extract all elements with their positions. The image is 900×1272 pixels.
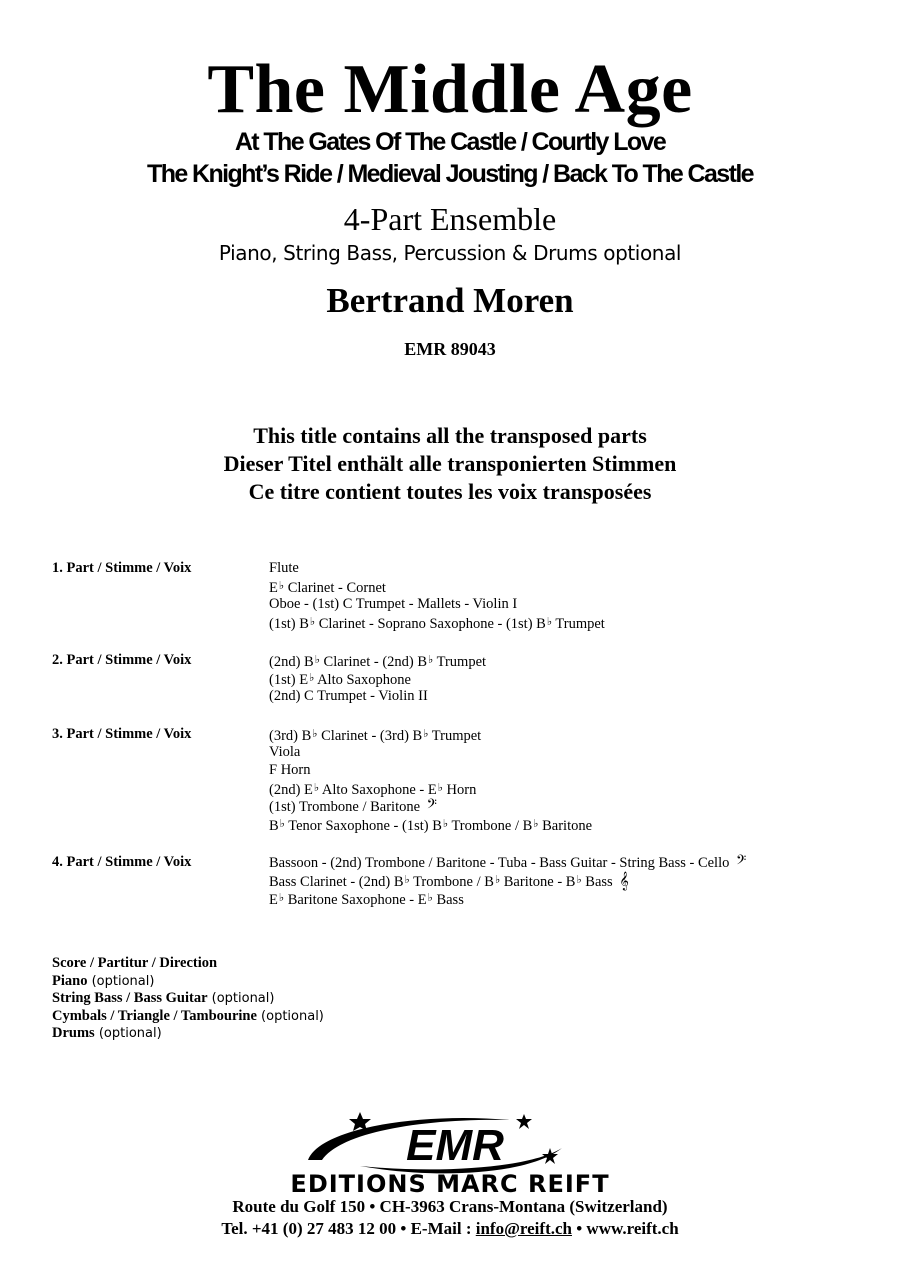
instrument-line: Bassoon - (2nd) Trombone / Baritone - Tuba - Bass Guitar - String Bass - Cello 𝄢 bbox=[269, 852, 747, 871]
flat-sign: ♭ bbox=[428, 654, 434, 666]
parts-list bbox=[52, 559, 872, 927]
notice bbox=[0, 422, 900, 506]
flat-sign: ♭ bbox=[576, 874, 582, 886]
bass-clef-icon: 𝄢 bbox=[426, 796, 437, 815]
flat-sign: ♭ bbox=[309, 616, 316, 628]
publisher-address: Route du Golf 150 • CH-3963 Crans-Montana (Switzerland) bbox=[232, 1197, 668, 1216]
part-instruments bbox=[269, 559, 605, 631]
extra-item-name: Piano bbox=[52, 972, 88, 989]
flat-sign: ♭ bbox=[313, 782, 320, 794]
flat-sign: ♭ bbox=[279, 818, 285, 830]
notice-french: Ce titre contient toutes les voix transposées bbox=[248, 479, 652, 504]
instrument-line: F Horn bbox=[269, 762, 311, 778]
flat-sign: ♭ bbox=[533, 818, 539, 830]
part-label: 1. Part / Stimme / Voix bbox=[52, 560, 192, 576]
part-instruments bbox=[269, 651, 486, 705]
instrument-line: Viola bbox=[269, 744, 301, 760]
extra-item bbox=[52, 990, 324, 1008]
extra-item-note: (optional) bbox=[256, 1008, 324, 1024]
instrument-line: (2nd) B♭ Clarinet - (2nd) B♭ Trumpet bbox=[269, 654, 487, 670]
part-instruments bbox=[269, 725, 592, 833]
part-row bbox=[52, 853, 872, 907]
flat-sign: ♭ bbox=[494, 874, 501, 886]
movements-line-1: At The Gates Of The Castle / Courtly Love bbox=[234, 128, 666, 156]
part-instruments bbox=[269, 853, 746, 907]
extra-item-name: Drums bbox=[52, 1025, 95, 1041]
contact-website[interactable]: • www.reift.ch bbox=[571, 1219, 679, 1238]
logo-text: EMR bbox=[406, 1121, 504, 1170]
title: The Middle Age bbox=[207, 51, 693, 128]
contact-phone: Tel. +41 (0) 27 483 12 00 • E-Mail : bbox=[221, 1219, 476, 1238]
instrument-line: B♭ Tenor Saxophone - (1st) B♭ Trombone / B♭ Baritone bbox=[269, 818, 593, 834]
flat-sign: ♭ bbox=[546, 616, 553, 628]
flat-sign: ♭ bbox=[404, 874, 410, 886]
instrument-line: E♭ Baritone Saxophone - E♭ Bass bbox=[269, 892, 464, 908]
flat-sign: ♭ bbox=[442, 818, 449, 830]
flat-sign: ♭ bbox=[278, 580, 285, 592]
flat-sign: ♭ bbox=[427, 892, 433, 904]
instrument-line: (3rd) B♭ Clarinet - (3rd) B♭ Trumpet bbox=[269, 728, 482, 744]
publisher-name: EDITIONS MARC REIFT bbox=[290, 1170, 610, 1198]
extra-item-note: (optional) bbox=[207, 991, 275, 1006]
instrument-line: (1st) E♭ Alto Saxophone bbox=[269, 672, 411, 688]
instrument-line: Flute bbox=[269, 560, 299, 576]
flat-sign: ♭ bbox=[278, 892, 285, 904]
part-row bbox=[52, 725, 872, 833]
notice-german: Dieser Titel enthält alle transponierten Stimmen bbox=[223, 451, 677, 476]
instrument-line: (2nd) C Trumpet - Violin II bbox=[269, 688, 428, 704]
flat-sign: ♭ bbox=[309, 672, 315, 684]
extra-item bbox=[52, 973, 324, 991]
movements-line-2: The Knight’s Ride / Medieval Jousting / Back To The Castle bbox=[147, 160, 753, 188]
bass-clef-icon: 𝄢 bbox=[736, 852, 747, 871]
flat-sign: ♭ bbox=[314, 654, 320, 666]
instrument-line: E♭ Clarinet - Cornet bbox=[269, 580, 386, 596]
flat-sign: ♭ bbox=[423, 728, 429, 740]
treble-clef-icon: 𝄞 bbox=[619, 871, 629, 890]
part-row bbox=[52, 651, 872, 705]
instrument-line: Oboe - (1st) C Trumpet - Mallets - Violin I bbox=[269, 596, 518, 612]
extra-item bbox=[52, 1008, 324, 1026]
extra-item-name: Score / Partitur / Direction bbox=[52, 955, 218, 971]
extra-item-note: (optional) bbox=[87, 973, 155, 989]
instrument-line: Bass Clarinet - (2nd) B♭ Trombone / B♭ Baritone - B♭ Bass 𝄞 bbox=[269, 871, 629, 890]
extra-item-name: String Bass / Bass Guitar bbox=[52, 990, 208, 1006]
extras-list bbox=[52, 955, 324, 1043]
part-label: 2. Part / Stimme / Voix bbox=[52, 652, 192, 668]
instrument-line: (1st) B♭ Clarinet - Soprano Saxophone - (1st) B♭ Trumpet bbox=[269, 616, 605, 632]
extra-item bbox=[52, 955, 324, 973]
composer: Bertrand Moren bbox=[326, 281, 574, 320]
part-label: 4. Part / Stimme / Voix bbox=[52, 854, 192, 870]
part-label: 3. Part / Stimme / Voix bbox=[52, 726, 192, 742]
catalog-number: EMR 89043 bbox=[404, 339, 496, 359]
flat-sign: ♭ bbox=[437, 782, 443, 794]
email-link[interactable]: info@reift.ch bbox=[475, 1219, 572, 1238]
extra-item bbox=[52, 1025, 324, 1043]
publisher-contact bbox=[0, 1218, 900, 1240]
flat-sign: ♭ bbox=[312, 728, 318, 740]
instrument-line: (1st) Trombone / Baritone 𝄢 bbox=[269, 796, 437, 815]
part-row bbox=[52, 559, 872, 631]
instrument-line: (2nd) E♭ Alto Saxophone - E♭ Horn bbox=[269, 782, 477, 798]
extra-item-note: (optional) bbox=[94, 1026, 162, 1041]
notice-english: This title contains all the transposed parts bbox=[253, 423, 647, 448]
emr-logo bbox=[300, 1108, 600, 1178]
extra-item-name: Cymbals / Triangle / Tambourine bbox=[52, 1007, 257, 1024]
instrumentation: Piano, String Bass, Percussion & Drums optional bbox=[218, 241, 682, 265]
ensemble: 4-Part Ensemble bbox=[343, 201, 557, 237]
